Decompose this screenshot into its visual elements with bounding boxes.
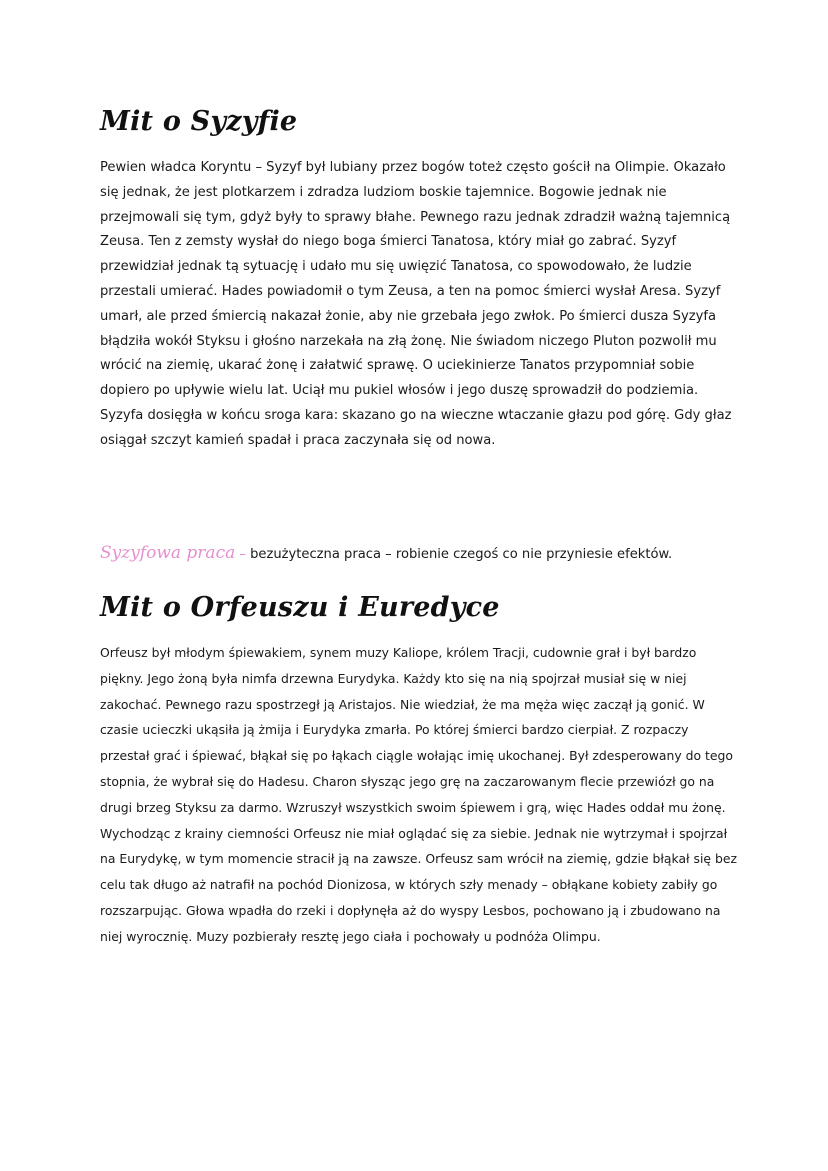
definition-line bbox=[100, 541, 760, 567]
definition-text: bezużyteczna praca – robienie czegoś co nie przyniesie efektów. bbox=[250, 547, 673, 562]
section-title-orfeusz: Mit o Orfeuszu i Euredyce bbox=[100, 592, 500, 623]
definition-term: Syzyfowa praca bbox=[100, 543, 236, 563]
section-body-orfeusz: Orfeusz był młodym śpiewakiem, synem muzy Kaliope, królem Tracji, cudownie grał i był bardzo piękny. Jego żoną była nimfa drzewna Eurydyka. Każdy kto się na nią spojrzał musiał się w niej zakochać. Pewnego razu spostrzegł ją Aristajos. Nie wiedział, że ma męża więc zaczął ją gonić. W czasie ucieczki ukąsiła ją żmija i Eurydyka zmarła. Po której śmierci bardzo cierpiał. Z rozpaczy przestał grać i śpiewać, błąkał się po łąkach ciągle wołając imię ukochanej. Był zdesperowany do tego stopnia, że wybrał się do Hadesu. Charon słysząc jego grę na zaczarowanym flecie przewiózł go na drugi brzeg Styksu za darmo. Wzruszył wszystkich swoim śpiewem i grą, więc Hades oddał mu żonę. Wychodząc z krainy ciemności Orfeusz nie miał oglądać się za siebie. Jednak nie wytrzymał i spojrzał na Eurydykę, w tym momencie stracił ją na zawsze. Orfeusz sam wrócił na ziemię, gdzie błąkał się bez celu tak długo aż natrafił na pochód Dionizosa, w których szły menady – obłąkane kobiety zabiły go rozszarpując. Głowa wpadła do rzeki i dopłynęła aż do wyspy Lesbos, pochowano ją i zbudowano na niej wyrocznię. Muzy pozbierały resztę jego ciała i pochowały u podnóża Olimpu. bbox=[100, 645, 737, 944]
section-body-syzyf: Pewien władca Koryntu – Syzyf był lubiany przez bogów toteż często gościł na Olimpie. Okazało się jednak, że jest plotkarzem i zdradza ludziom boskie tajemnice. Bogowie jednak nie przejmowali się tym, gdyż były to sprawy błahe. Pewnego razu jednak zdradził ważną tajemnicą Zeusa. Ten z zemsty wysłał do niego boga śmierci Tanatosa, który miał go zabrać. Syzyf przewidział jednak tą sytuację i udało mu się uwięzić Tanatosa, co spowodowało, że ludzie przestali umierać. Hades powiadomił o tym Zeusa, a ten na pomoc śmierci wysłał Aresa. Syzyf umarł, ale przed śmiercią nakazał żonie, aby nie grzebała jego zwłok. Po śmierci dusza Syzyfa błądziła wokół Styksu i głośno narzekała na złą żonę. Nie świadom niczego Pluton pozwolił mu wrócić na ziemię, ukarać żonę i załatwić sprawę. O uciekinierze Tanatos przypomniał sobie dopiero po upływie wielu lat. Uciął mu pukiel włosów i jego duszę sprowadził do podziemia. Syzyfa dosięgła w końcu sroga kara: skazano go na wieczne wtaczanie głazu pod górę. Gdy głaz osiągał szczyt kamień spadał i praca zaczynała się od nowa. bbox=[100, 160, 732, 448]
definition-dash: – bbox=[239, 547, 246, 562]
section-title-syzyf: Mit o Syzyfie bbox=[100, 106, 298, 137]
